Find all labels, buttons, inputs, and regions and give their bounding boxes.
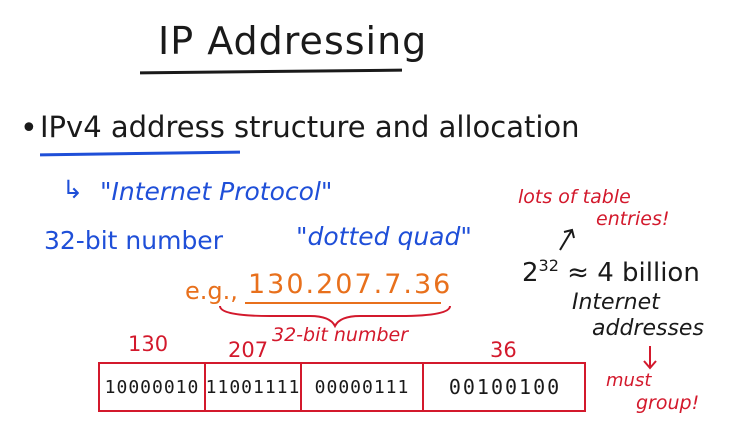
title-underline [140, 69, 402, 75]
note-group: group! [636, 392, 700, 414]
octet-label: 207 [228, 338, 269, 362]
binary-octet: 00100100 [448, 375, 562, 399]
example-label: e.g., [185, 277, 238, 305]
bullet-text: IPv4 address structure and allocation [40, 110, 580, 144]
down-arrow-icon [640, 344, 660, 372]
power-expression [522, 258, 700, 286]
dotted-quad-text: "dotted quad" [296, 222, 472, 251]
power-base: 2 [522, 258, 539, 288]
bits-text: 32-bit number [44, 226, 223, 255]
note-lots: lots of table [518, 186, 631, 208]
binary-octet: 10000010 [100, 364, 206, 410]
octet-label: 36 [490, 338, 517, 362]
page-title: IP Addressing [158, 19, 428, 63]
return-arrow-icon: ↳ [62, 175, 83, 204]
bit-count-label: 32-bit number [272, 324, 409, 346]
note-internet: Internet [572, 290, 660, 315]
bullet-marker: • [20, 111, 38, 146]
note-must: must [606, 370, 652, 391]
approx-text: ≈ 4 billion [567, 258, 700, 288]
ipv4-underline [40, 151, 240, 157]
binary-box [98, 362, 586, 412]
binary-octet: 11001111 [206, 364, 302, 410]
octet-label: 130 [128, 332, 169, 356]
example-address: 130.207.7.36 [248, 269, 453, 300]
protocol-text: "Internet Protocol" [100, 177, 333, 206]
power-exponent: 32 [538, 256, 559, 275]
up-arrow-icon [556, 224, 580, 254]
note-entries: entries! [596, 208, 670, 230]
binary-octet: 00000111 [302, 364, 424, 410]
note-addresses: addresses [592, 316, 704, 341]
